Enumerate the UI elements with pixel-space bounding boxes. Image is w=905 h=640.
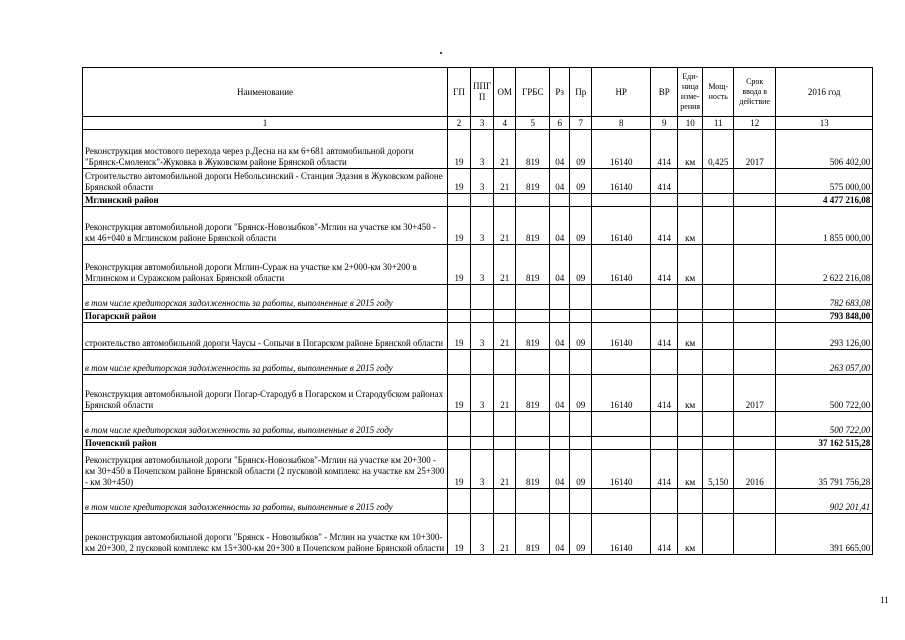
rz-cell: 04 <box>550 245 570 285</box>
column-number: 10 <box>678 117 703 130</box>
pr-cell <box>570 310 592 323</box>
unit-cell <box>678 169 703 194</box>
row-name-cell: Реконструкция автомобильной дороги "Брянск-Новозыбков"-Мглин на участке км 30+450 - км 46+040 в Мглинском районе Брянской области <box>83 207 448 245</box>
vr-cell <box>651 437 678 450</box>
amount-2016-cell: 391 665,00 <box>776 514 873 555</box>
header-cell-vr: ВР <box>651 68 678 117</box>
vr-cell <box>651 194 678 207</box>
power-cell <box>703 310 734 323</box>
grbs-cell: 819 <box>516 245 550 285</box>
grbs-cell: 819 <box>516 130 550 169</box>
unit-cell <box>678 350 703 375</box>
rz-cell: 04 <box>550 450 570 489</box>
term-cell <box>734 194 776 207</box>
unit-cell: км <box>678 514 703 555</box>
unit-cell: км <box>678 375 703 412</box>
unit-cell <box>678 310 703 323</box>
unit-cell <box>678 437 703 450</box>
header-cell-2016: 2016 год <box>776 68 873 117</box>
gp-cell <box>448 350 471 375</box>
unit-cell: км <box>678 245 703 285</box>
vr-cell: 414 <box>651 514 678 555</box>
grbs-cell <box>516 437 550 450</box>
om-cell <box>494 437 516 450</box>
om-cell <box>494 194 516 207</box>
row-name-cell: Мглинский район <box>83 194 448 207</box>
grbs-cell <box>516 310 550 323</box>
grbs-cell: 819 <box>516 323 550 350</box>
column-number: 3 <box>471 117 494 130</box>
header-cell-ppgp: ППГ П <box>471 68 494 117</box>
column-number-row <box>83 117 873 130</box>
column-number: 11 <box>703 117 734 130</box>
nr-cell <box>592 350 651 375</box>
vr-cell <box>651 285 678 310</box>
ppgp-cell: 3 <box>471 450 494 489</box>
table-row <box>83 450 873 489</box>
vr-cell: 414 <box>651 245 678 285</box>
power-cell <box>703 514 734 555</box>
unit-cell: км <box>678 450 703 489</box>
power-cell <box>703 437 734 450</box>
pr-cell: 09 <box>570 169 592 194</box>
ppgp-cell: 3 <box>471 514 494 555</box>
column-number: 7 <box>570 117 592 130</box>
table-row <box>83 207 873 245</box>
grbs-cell <box>516 489 550 514</box>
amount-2016-cell: 1 855 000,00 <box>776 207 873 245</box>
pr-cell: 09 <box>570 207 592 245</box>
power-cell <box>703 489 734 514</box>
rz-cell <box>550 310 570 323</box>
term-cell <box>734 285 776 310</box>
pr-cell: 09 <box>570 514 592 555</box>
power-cell: 0,425 <box>703 130 734 169</box>
term-cell <box>734 437 776 450</box>
vr-cell: 414 <box>651 207 678 245</box>
row-name-cell: Реконструкция мостового перехода через р.Десна на км 6+681 автомобильной дороги "Брянск-Смоленск"-Жуковка в Жуковском районе Брянской области <box>83 130 448 169</box>
grbs-cell: 819 <box>516 450 550 489</box>
table-row <box>83 514 873 555</box>
header-cell-rz: Рз <box>550 68 570 117</box>
unit-cell <box>678 489 703 514</box>
vr-cell: 414 <box>651 130 678 169</box>
om-cell: 21 <box>494 130 516 169</box>
amount-2016-cell: 575 000,00 <box>776 169 873 194</box>
ppgp-cell <box>471 285 494 310</box>
rz-cell <box>550 350 570 375</box>
ppgp-cell: 3 <box>471 169 494 194</box>
unit-cell <box>678 412 703 437</box>
term-cell: 2016 <box>734 450 776 489</box>
term-cell <box>734 489 776 514</box>
header-cell-om: ОМ <box>494 68 516 117</box>
row-name-cell: Почепский район <box>83 437 448 450</box>
header-row <box>83 68 873 117</box>
pr-cell: 09 <box>570 323 592 350</box>
nr-cell: 16140 <box>592 450 651 489</box>
gp-cell: 19 <box>448 323 471 350</box>
ppgp-cell: 3 <box>471 245 494 285</box>
row-name-cell: Строительство автомобильной дороги Небольсинский - Станция Эдазия в Жуковском районе Брянской области <box>83 169 448 194</box>
pr-cell <box>570 412 592 437</box>
ppgp-cell: 3 <box>471 375 494 412</box>
header-cell-power: Мощ- ность <box>703 68 734 117</box>
unit-cell <box>678 285 703 310</box>
grbs-cell <box>516 412 550 437</box>
header-cell-name: Наименование <box>83 68 448 117</box>
om-cell <box>494 310 516 323</box>
rz-cell: 04 <box>550 375 570 412</box>
table-row <box>83 323 873 350</box>
vr-cell <box>651 350 678 375</box>
pr-cell <box>570 350 592 375</box>
gp-cell: 19 <box>448 245 471 285</box>
pr-cell: 09 <box>570 130 592 169</box>
table-body <box>83 68 873 555</box>
header-cell-unit: Еди- ница изме- рения <box>678 68 703 117</box>
nr-cell: 16140 <box>592 130 651 169</box>
note-row <box>83 489 873 514</box>
term-cell: 2017 <box>734 375 776 412</box>
grbs-cell <box>516 285 550 310</box>
gp-cell: 19 <box>448 450 471 489</box>
rz-cell <box>550 194 570 207</box>
row-name-cell: в том числе кредиторская задолженность за работы, выполненные в 2015 году <box>83 350 448 375</box>
nr-cell <box>592 194 651 207</box>
district-row <box>83 437 873 450</box>
table-row <box>83 245 873 285</box>
om-cell: 21 <box>494 375 516 412</box>
amount-2016-cell: 902 201,41 <box>776 489 873 514</box>
header-cell-pr: Пр <box>570 68 592 117</box>
column-number: 4 <box>494 117 516 130</box>
rz-cell <box>550 437 570 450</box>
row-name-cell: в том числе кредиторская задолженность за работы, выполненные в 2015 году <box>83 285 448 310</box>
term-cell <box>734 323 776 350</box>
vr-cell: 414 <box>651 323 678 350</box>
nr-cell: 16140 <box>592 375 651 412</box>
om-cell: 21 <box>494 514 516 555</box>
amount-2016-cell: 35 791 756,28 <box>776 450 873 489</box>
note-row <box>83 285 873 310</box>
note-row <box>83 412 873 437</box>
term-cell <box>734 350 776 375</box>
table-row <box>83 130 873 169</box>
nr-cell: 16140 <box>592 323 651 350</box>
gp-cell: 19 <box>448 207 471 245</box>
term-cell <box>734 207 776 245</box>
amount-2016-cell: 782 683,08 <box>776 285 873 310</box>
power-cell <box>703 350 734 375</box>
rz-cell: 04 <box>550 169 570 194</box>
nr-cell <box>592 437 651 450</box>
rz-cell: 04 <box>550 514 570 555</box>
om-cell <box>494 285 516 310</box>
amount-2016-cell: 263 057,00 <box>776 350 873 375</box>
gp-cell: 19 <box>448 130 471 169</box>
row-name-cell: строительство автомобильной дороги Чаусы - Сопычи в Погарском районе Брянской области <box>83 323 448 350</box>
nr-cell <box>592 412 651 437</box>
nr-cell <box>592 310 651 323</box>
power-cell <box>703 207 734 245</box>
unit-cell: км <box>678 207 703 245</box>
amount-2016-cell: 500 722,00 <box>776 412 873 437</box>
om-cell: 21 <box>494 450 516 489</box>
pr-cell <box>570 285 592 310</box>
amount-2016-cell: 500 722,00 <box>776 375 873 412</box>
page-number: 11 <box>880 595 889 605</box>
rz-cell <box>550 285 570 310</box>
column-number: 6 <box>550 117 570 130</box>
om-cell: 21 <box>494 323 516 350</box>
ppgp-cell <box>471 350 494 375</box>
gp-cell <box>448 310 471 323</box>
vr-cell <box>651 489 678 514</box>
term-cell <box>734 514 776 555</box>
pr-cell: 09 <box>570 450 592 489</box>
ppgp-cell <box>471 412 494 437</box>
amount-2016-cell: 793 848,00 <box>776 310 873 323</box>
district-row <box>83 310 873 323</box>
om-cell <box>494 412 516 437</box>
district-row <box>83 194 873 207</box>
column-number: 2 <box>448 117 471 130</box>
term-cell <box>734 169 776 194</box>
power-cell: 5,150 <box>703 450 734 489</box>
ppgp-cell: 3 <box>471 323 494 350</box>
gp-cell: 19 <box>448 169 471 194</box>
nr-cell <box>592 285 651 310</box>
vr-cell: 414 <box>651 450 678 489</box>
rz-cell: 04 <box>550 130 570 169</box>
nr-cell <box>592 489 651 514</box>
row-name-cell: Реконструкция автомобильной дороги "Брянск-Новозыбков"-Мглин на участке км 20+300 - км 30+450 в Почепском районе Брянской области (2 пусковой комплекс на участке км 25+300 - км 30+450) <box>83 450 448 489</box>
grbs-cell: 819 <box>516 514 550 555</box>
gp-cell <box>448 285 471 310</box>
pr-cell <box>570 489 592 514</box>
table-row <box>83 169 873 194</box>
gp-cell <box>448 194 471 207</box>
stray-dot <box>440 52 442 54</box>
rz-cell: 04 <box>550 323 570 350</box>
pr-cell: 09 <box>570 375 592 412</box>
row-name-cell: в том числе кредиторская задолженность за работы, выполненные в 2015 году <box>83 412 448 437</box>
gp-cell: 19 <box>448 375 471 412</box>
amount-2016-cell: 4 477 216,08 <box>776 194 873 207</box>
om-cell: 21 <box>494 207 516 245</box>
column-number: 9 <box>651 117 678 130</box>
column-number: 13 <box>776 117 873 130</box>
power-cell <box>703 194 734 207</box>
unit-cell <box>678 194 703 207</box>
amount-2016-cell: 2 622 216,08 <box>776 245 873 285</box>
nr-cell: 16140 <box>592 169 651 194</box>
term-cell <box>734 310 776 323</box>
term-cell <box>734 245 776 285</box>
gp-cell <box>448 437 471 450</box>
ppgp-cell: 3 <box>471 207 494 245</box>
column-number: 12 <box>734 117 776 130</box>
table-row <box>83 375 873 412</box>
pr-cell <box>570 437 592 450</box>
pr-cell <box>570 194 592 207</box>
rz-cell <box>550 412 570 437</box>
row-name-cell: в том числе кредиторская задолженность за работы, выполненные в 2015 году <box>83 489 448 514</box>
power-cell <box>703 323 734 350</box>
unit-cell: км <box>678 130 703 169</box>
column-number: 1 <box>83 117 448 130</box>
power-cell <box>703 412 734 437</box>
amount-2016-cell: 37 162 515,28 <box>776 437 873 450</box>
header-cell-nr: НР <box>592 68 651 117</box>
vr-cell: 414 <box>651 169 678 194</box>
term-cell <box>734 412 776 437</box>
note-row <box>83 350 873 375</box>
grbs-cell: 819 <box>516 169 550 194</box>
row-name-cell: Погарский район <box>83 310 448 323</box>
grbs-cell <box>516 350 550 375</box>
vr-cell <box>651 310 678 323</box>
gp-cell: 19 <box>448 514 471 555</box>
om-cell <box>494 350 516 375</box>
power-cell <box>703 245 734 285</box>
header-cell-term: Срок ввода в действие <box>734 68 776 117</box>
power-cell <box>703 169 734 194</box>
vr-cell: 414 <box>651 375 678 412</box>
header-cell-gp: ГП <box>448 68 471 117</box>
ppgp-cell <box>471 437 494 450</box>
term-cell: 2017 <box>734 130 776 169</box>
power-cell <box>703 375 734 412</box>
amount-2016-cell: 506 402,00 <box>776 130 873 169</box>
gp-cell <box>448 489 471 514</box>
row-name-cell: Реконструкция автомобильной дороги Мглин-Сураж на участке км 2+000-км 30+200 в Мглинском и Суражском районах Брянской области <box>83 245 448 285</box>
grbs-cell: 819 <box>516 375 550 412</box>
ppgp-cell <box>471 489 494 514</box>
budget-table <box>82 67 873 555</box>
om-cell: 21 <box>494 245 516 285</box>
rz-cell: 04 <box>550 207 570 245</box>
gp-cell <box>448 412 471 437</box>
pr-cell: 09 <box>570 245 592 285</box>
unit-cell: км <box>678 323 703 350</box>
grbs-cell: 819 <box>516 207 550 245</box>
ppgp-cell <box>471 310 494 323</box>
vr-cell <box>651 412 678 437</box>
column-number: 5 <box>516 117 550 130</box>
row-name-cell: Реконструкция автомобильной дороги Погар-Стародуб в Погарском и Стародубском районах Брянской области <box>83 375 448 412</box>
rz-cell <box>550 489 570 514</box>
nr-cell: 16140 <box>592 207 651 245</box>
row-name-cell: реконструкция автомобильной дороги "Брянск - Новозыбков" - Мглин на участке км 10+300-км 20+300, 2 пусковой комплекс км 15+300-км 20+300 в Почепском районе Брянской области <box>83 514 448 555</box>
nr-cell: 16140 <box>592 245 651 285</box>
om-cell: 21 <box>494 169 516 194</box>
nr-cell: 16140 <box>592 514 651 555</box>
header-cell-grbs: ГРБС <box>516 68 550 117</box>
om-cell <box>494 489 516 514</box>
ppgp-cell: 3 <box>471 130 494 169</box>
ppgp-cell <box>471 194 494 207</box>
grbs-cell <box>516 194 550 207</box>
column-number: 8 <box>592 117 651 130</box>
amount-2016-cell: 293 126,00 <box>776 323 873 350</box>
power-cell <box>703 285 734 310</box>
